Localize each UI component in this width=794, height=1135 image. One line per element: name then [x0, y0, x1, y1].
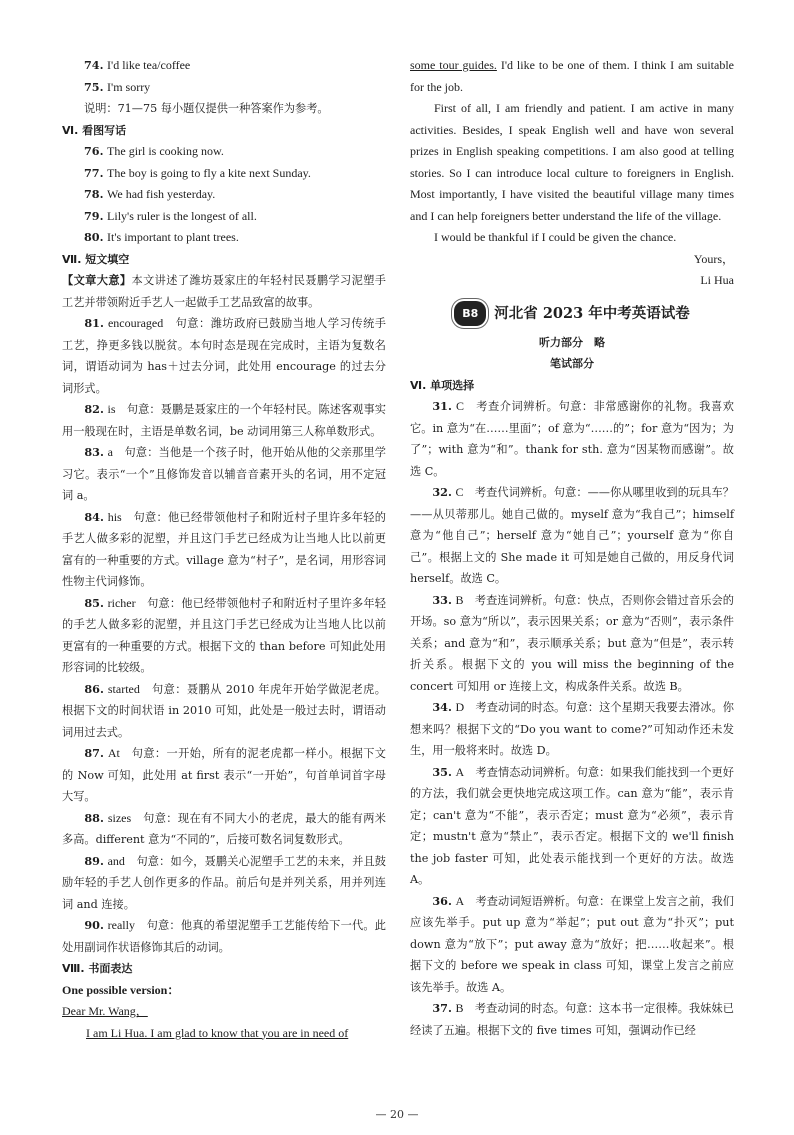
answer-81: [62, 313, 386, 399]
answer-80: [62, 227, 386, 249]
answer-89-number: 89.: [84, 853, 104, 868]
written-part: 笔试部分: [550, 357, 594, 370]
answer-81-explanation: 句意：潍坊政府已鼓励当地人学习传统手工艺，挣更多钱以脱贫。本句时态是现在完成时，主语为复数名词，谓语动词为 has＋过去分词，此处用 encourage 的过去分词形式。: [62, 317, 386, 395]
answer-35-number: 35.: [432, 764, 452, 779]
answer-35-choice: A: [455, 764, 465, 779]
section-7-heading: Ⅶ. 短文填空: [62, 252, 130, 266]
answer-79-number: 79.: [84, 208, 104, 223]
answer-82-word: is: [107, 402, 116, 416]
letter-greeting: Dear Mr. Wang，: [62, 1004, 148, 1018]
section-8-heading: Ⅷ. 书面表达: [62, 962, 133, 975]
answer-34-number: 34.: [432, 700, 452, 714]
answer-83-explanation: 句意：当他是一个孩子时，他开始从他的父亲那里学习它。表示“一个”且修饰发音以辅音音素开头的名词，用不定冠词 a。: [62, 446, 386, 502]
possible-version-label: One possible version：: [62, 982, 180, 997]
letter-signature: Li Hua: [700, 273, 734, 287]
answer-78: [62, 184, 386, 206]
answer-76-text: The girl is cooking now.: [107, 144, 224, 158]
section-6-heading: Ⅵ. 看图写话: [62, 123, 127, 137]
essay-paragraph-2: First of all, I am friendly and patient. I am active in many activities. Besides, I speak English well and have won several prizes in English speaking competitions. I am also good at telling stories. So I can introduce local culture to foreigners in English. Most importantly, I have visited the beautiful village many times and I can help foreigners better understand the life of the village.: [410, 101, 734, 223]
answer-87-word: At: [107, 746, 120, 760]
answer-77-text: The boy is going to fly a kite next Sunday.: [107, 165, 311, 180]
answer-84-word: his: [107, 509, 122, 524]
right-column: [410, 55, 734, 1041]
answer-34-choice: D: [455, 700, 465, 714]
summary-tag: 【文章大意】: [62, 273, 132, 287]
answer-31: [410, 396, 734, 482]
answer-85-explanation: 句意：他已经带领他村子和附近村子里许多年轻的手艺人做多彩的泥塑，并且这门手艺已经成为让当地人比以前更富有的一种重要的方式。根据下文的 than before 可知此处用形容词的比较级。: [62, 596, 386, 674]
answer-86-word: started: [107, 681, 140, 696]
answer-33: [410, 590, 734, 698]
answer-82: [62, 399, 386, 442]
answer-31-explanation: 考查介词辨析。句意：非常感谢你的礼物。我喜欢它。in 意为“在……里面”；of 意为“……的”；for 意为“因为；为了”；with 意为“和”。thank for sth. 意为“因某物而感谢”。故选 C。: [410, 400, 734, 478]
answer-74-text: I'd like tea/coffee: [107, 58, 191, 72]
page-number: — 20 —: [375, 1108, 419, 1121]
answer-89: [62, 851, 386, 916]
answer-82-number: 82.: [84, 402, 104, 416]
note: 说明：71—75 每小题仅提供一种答案作为参考。: [84, 102, 329, 115]
answer-31-number: 31.: [432, 399, 452, 413]
article-summary: [62, 270, 386, 313]
answer-37-explanation: 考查动词的时态。句意：这本书一定很棒。我妹妹已经读了五遍。根据下文的 five times 可知，强调动作已经: [410, 1002, 734, 1037]
answer-75: [62, 77, 386, 99]
answer-90-word: really: [107, 918, 135, 932]
left-column: [62, 55, 386, 1044]
answer-83-number: 83.: [84, 445, 104, 459]
answer-88-number: 88.: [84, 810, 104, 825]
answer-84-number: 84.: [84, 509, 104, 524]
answer-85-number: 85.: [84, 595, 104, 610]
answer-86-number: 86.: [84, 681, 104, 696]
exam-banner: [410, 302, 734, 326]
essay-continuation: some tour guides.: [410, 58, 497, 72]
answer-87: [62, 743, 386, 808]
answer-32-explanation: 考查代词辨析。句意：——你从哪里收到的玩具车？——从贝蒂那儿。她自己做的。myself 意为“我自己”；himself 意为“他自己”；herself 意为“她自己”；yourself 意为“你自己”。根据上文的 She made it 可知是她自己做的，用反身代词 herself。故选 C。: [410, 486, 734, 585]
essay-paragraph-3: I would be thankful if I could be given the chance.: [434, 230, 677, 244]
answer-75-number: 75.: [84, 79, 104, 94]
answer-88-explanation: 句意：现在有不同大小的老虎，最大的能有两米多高。different 意为“不同的”，后接可数名词复数形式。: [62, 811, 386, 846]
answer-83-word: a: [107, 445, 113, 459]
answer-84-explanation: 句意：他已经带领他村子和附近村子里许多年轻的手艺人做多彩的泥塑，并且这门手艺已经成为让当地人比以前更富有的一种重要的方式。village 意为“村子”，是名词，用形容词性物主代词修饰。: [62, 510, 386, 588]
answer-77-number: 77.: [84, 165, 104, 180]
answer-85: [62, 593, 386, 679]
answer-82-explanation: 句意：聂鹏是聂家庄的一个年轻村民。陈述客观事实用一般现在时，主语是单数名词，be 动词用第三人称单数形式。: [62, 403, 386, 438]
answer-36-number: 36.: [432, 893, 452, 908]
answer-35: [410, 762, 734, 891]
answer-37-choice: B: [455, 1001, 464, 1015]
answer-74: [62, 55, 386, 77]
answer-87-number: 87.: [84, 746, 104, 760]
answer-34-explanation: 考查动词的时态。句意：这个星期天我要去滑冰。你想来吗？根据下文的“Do you want to come?”可知动作还未发生，用一般将来时。故选 D。: [410, 701, 734, 757]
answer-31-choice: C: [455, 399, 464, 413]
answer-76-number: 76.: [84, 144, 104, 158]
answer-32-choice: C: [455, 485, 464, 499]
answer-33-explanation: 考查连词辨析。句意：快点，否则你会错过音乐会的开场。so 意为“所以”，表示因果关系；or 意为“否则”，表示条件关系；and 意为“和”，表示顺承关系；but 意为“但是”，表示转折关系。根据下文的 you will miss the beginning of the concert 可知用 or 连接上文，构成条件关系。故选 B。: [410, 593, 734, 693]
answer-78-text: We had fish yesterday.: [107, 187, 216, 201]
answer-89-explanation: 句意：如今，聂鹏关心泥塑手工艺的未来，并且鼓励年轻的手艺人创作更多的作品。前后句是并列关系，用并列连词 and 连接。: [62, 854, 386, 911]
answer-76: [62, 141, 386, 163]
answer-84: [62, 507, 386, 593]
answer-81-word: encouraged: [107, 316, 164, 330]
answer-36-explanation: 考查动词短语辨析。句意：在课堂上发言之前，我们应该先举手。put up 意为“举起”；put out 意为“扑灭”；put down 意为“放下”；put away 意为“放好；把……收起来”。根据下文的 before we speak in class 可知，课堂上发言之前应该先举手。故选 A。: [410, 894, 734, 994]
exam-badge: B8: [454, 301, 486, 327]
answer-34: [410, 697, 734, 762]
answer-32: [410, 482, 734, 590]
answer-88: [62, 808, 386, 851]
summary-text: 本文讲述了潍坊聂家庄的年轻村民聂鹏学习泥塑手工艺并带领附近手艺人一起做手工艺品致富的故事。: [62, 274, 386, 309]
answer-35-explanation: 考查情态动词辨析。句意：如果我们能找到一个更好的方法，我们就会更快地完成这项工作。can 意为“能”，表示肯定；can't 意为“不能”，表示否定；must 意为“必须”，表示肯定；mustn't 意为“禁止”，表示否定。根据下文的 we'll finish the job faster 可知，此处表示能找到一个更好的方法。故选 A。: [410, 765, 734, 886]
answer-74-number: 74.: [84, 58, 104, 72]
answer-79: [62, 206, 386, 228]
answer-83: [62, 442, 386, 507]
answer-90-number: 90.: [84, 918, 104, 932]
answer-37-number: 37.: [432, 1001, 452, 1015]
answer-79-text: Lily's ruler is the longest of all.: [107, 208, 257, 223]
answer-80-text: It's important to plant trees.: [107, 230, 239, 244]
listening-part: 听力部分 略: [539, 335, 605, 349]
answer-81-number: 81.: [84, 316, 104, 330]
answer-90: [62, 915, 386, 958]
answer-90-explanation: 句意：他真的希望泥塑手工艺能传给下一代。此处用副词作状语修饰其后的动词。: [62, 919, 386, 954]
answer-33-number: 33.: [432, 592, 452, 607]
exam-title: 河北省 2023 年中考英语试卷: [494, 304, 690, 322]
answer-33-choice: B: [455, 592, 464, 607]
section-6-choice-heading: Ⅵ. 单项选择: [410, 378, 475, 392]
answer-88-word: sizes: [107, 810, 132, 825]
answer-80-number: 80.: [84, 230, 104, 244]
answer-78-number: 78.: [84, 187, 104, 201]
essay-line-1: I am Li Hua. I am glad to know that you are in need of: [86, 1025, 349, 1040]
answer-85-word: richer: [107, 595, 136, 610]
answer-87-explanation: 句意：一开始，所有的泥老虎都一样小。根据下文的 Now 可知，此处用 at first 表示“一开始”，句首单词首字母大写。: [62, 747, 386, 803]
answer-37: [410, 998, 734, 1041]
answer-77: [62, 163, 386, 185]
answer-36-choice: A: [455, 893, 465, 908]
essay-paragraph-1: [410, 55, 734, 98]
letter-closing: Yours，: [693, 251, 734, 266]
answer-86-explanation: 句意：聂鹏从 2010 年虎年开始学做泥老虎。根据下文的时间状语 in 2010 可知，此处是一般过去时，谓语动词用过去式。: [62, 682, 386, 739]
answer-86: [62, 679, 386, 744]
answer-32-number: 32.: [432, 485, 452, 499]
answer-75-text: I'm sorry: [107, 79, 151, 94]
essay-paragraph-1-rest: I'd like to be one of them. I think I am suitable for the job.: [410, 58, 734, 94]
answer-36: [410, 891, 734, 999]
answer-89-word: and: [107, 853, 125, 868]
